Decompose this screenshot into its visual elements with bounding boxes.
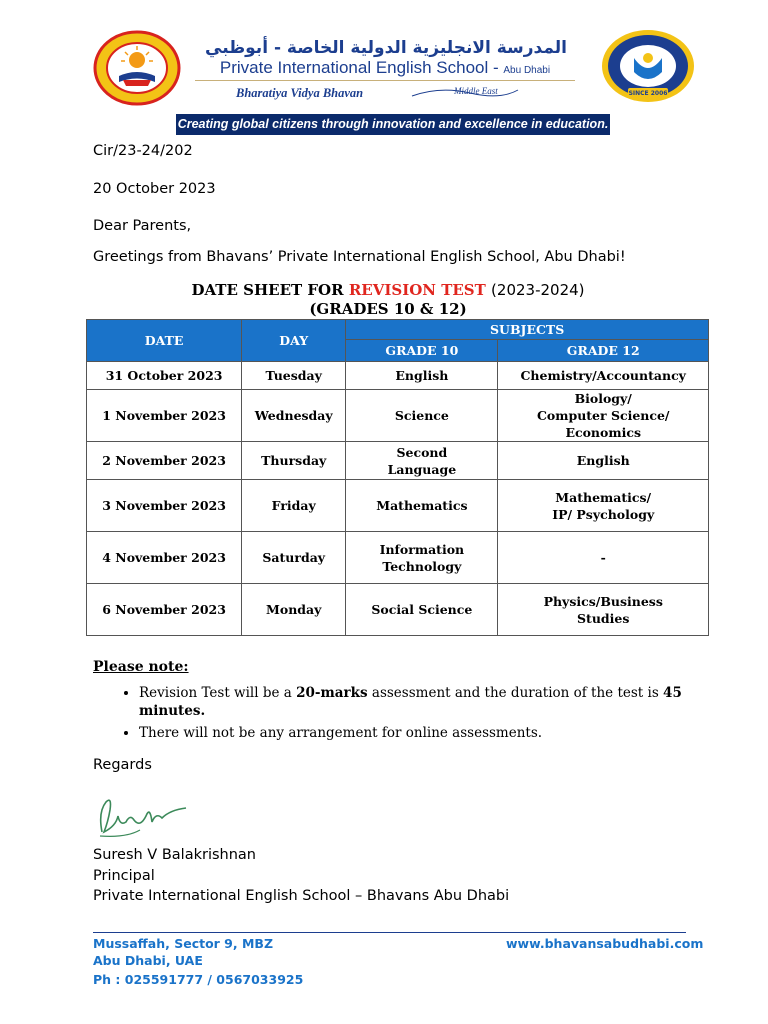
datesheet-rows	[87, 362, 709, 636]
note-marks: 20-marks	[296, 685, 368, 701]
table-row	[87, 584, 709, 636]
note-duration: 45 minutes.	[139, 685, 682, 719]
principal-designation: Principal	[93, 868, 155, 884]
footer-website-link[interactable]: www.bhavansabudhabi.com	[506, 936, 704, 951]
footer-phone: Ph : 025591777 / 0567033925	[93, 972, 304, 987]
table-row	[87, 362, 709, 390]
datesheet-table	[86, 319, 709, 636]
cell-date: 1 November 2023	[87, 390, 242, 442]
cell-grade12	[498, 390, 709, 442]
cell-day: Thursday	[242, 442, 346, 480]
subject-line: Language	[387, 461, 457, 477]
subject-line: Information	[379, 541, 465, 557]
subject-line: Mathematics	[376, 498, 468, 513]
note-item: • There will not be any arrangement for online assessments.	[139, 724, 717, 742]
crest-since-label: SINCE 2006	[628, 90, 668, 97]
subject-line: Studies	[577, 610, 630, 626]
subject-line: Mathematics/	[555, 489, 652, 505]
cell-grade12	[498, 584, 709, 636]
school-name-text: Private International English School -	[219, 58, 499, 77]
school-name	[195, 58, 575, 78]
subject-line: IP/ Psychology	[552, 506, 655, 522]
table-row	[87, 390, 709, 442]
subject-line: Science	[394, 408, 449, 423]
principal-name: Suresh V Balakrishnan	[93, 847, 256, 863]
school-full-name: Private International English School – Bhavans Abu Dhabi	[93, 888, 510, 904]
header-day: DAY	[242, 320, 346, 362]
greeting: Greetings from Bhavans’ Private International English School, Abu Dhabi!	[93, 249, 626, 265]
note-heading: Please note:	[93, 659, 189, 675]
bhavan-crest-logo	[600, 28, 696, 104]
cell-grade10	[346, 480, 498, 532]
title-highlight: REVISION TEST	[348, 281, 486, 299]
subject-line: Chemistry/Accountancy	[520, 368, 686, 383]
cell-day: Friday	[242, 480, 346, 532]
table-row	[87, 480, 709, 532]
subject-line: Physics/Business	[543, 593, 663, 609]
datesheet-title	[0, 281, 768, 299]
subject-line: Economics	[565, 425, 641, 440]
note-item	[139, 684, 717, 720]
subject-line: -	[600, 550, 606, 565]
letterhead	[0, 0, 768, 140]
footer-divider	[93, 932, 686, 933]
tagline-banner: Creating global citizens through innovation and excellence in education.	[176, 114, 610, 135]
subject-line: Second	[396, 444, 448, 460]
subject-line: Biology/	[574, 391, 632, 406]
title-year: (2023-2024)	[491, 281, 585, 299]
header-date: DATE	[87, 320, 242, 362]
region-label: Middle East	[454, 86, 498, 96]
cell-grade10	[346, 390, 498, 442]
group-name: Bharatiya Vidya Bhavan	[236, 86, 364, 100]
header-grade12: GRADE 12	[498, 340, 709, 362]
datesheet-subtitle: (GRADES 10 & 12)	[309, 300, 467, 318]
school-emblem-logo	[93, 30, 181, 106]
cell-day: Wednesday	[242, 390, 346, 442]
note-text: Revision Test will be a	[139, 685, 297, 701]
cell-grade12	[498, 362, 709, 390]
footer-address-line2: Abu Dhabi, UAE	[93, 953, 203, 968]
cell-grade10	[346, 362, 498, 390]
subject-line: English	[395, 368, 449, 383]
letter-date: 20 October 2023	[93, 181, 216, 197]
subject-line: Technology	[382, 558, 462, 574]
cell-date: 2 November 2023	[87, 442, 242, 480]
cell-grade12	[498, 442, 709, 480]
salutation: Dear Parents,	[93, 218, 192, 234]
cell-grade12	[498, 480, 709, 532]
cell-date: 6 November 2023	[87, 584, 242, 636]
cell-grade10	[346, 442, 498, 480]
cell-day: Saturday	[242, 532, 346, 584]
notes-list	[93, 684, 717, 746]
regards: Regards	[93, 757, 152, 773]
cell-day: Monday	[242, 584, 346, 636]
cell-date: 4 November 2023	[87, 532, 242, 584]
header-divider	[195, 80, 575, 81]
table-row	[87, 532, 709, 584]
cell-date: 31 October 2023	[87, 362, 242, 390]
cell-day: Tuesday	[242, 362, 346, 390]
title-prefix: DATE SHEET FOR	[191, 281, 344, 299]
note-text: assessment and the duration of the test is	[367, 685, 664, 701]
footer-address-line1: Mussaffah, Sector 9, MBZ	[93, 936, 274, 951]
header-subjects: SUBJECTS	[346, 320, 709, 340]
cell-grade10	[346, 532, 498, 584]
subject-line: Social Science	[371, 602, 473, 617]
cell-date: 3 November 2023	[87, 480, 242, 532]
school-city: Abu Dhabi	[503, 65, 551, 76]
table-row	[87, 442, 709, 480]
subject-line: English	[576, 453, 630, 468]
school-name-arabic: المدرسة الانجليزية الدولية الخاصة - أبوظبي	[205, 38, 567, 58]
principal-signature	[96, 792, 192, 844]
subject-line: Computer Science/	[536, 408, 670, 423]
cell-grade12	[498, 532, 709, 584]
cell-grade10	[346, 584, 498, 636]
header-grade10: GRADE 10	[346, 340, 498, 362]
circular-reference: Cir/23-24/202	[93, 143, 193, 159]
